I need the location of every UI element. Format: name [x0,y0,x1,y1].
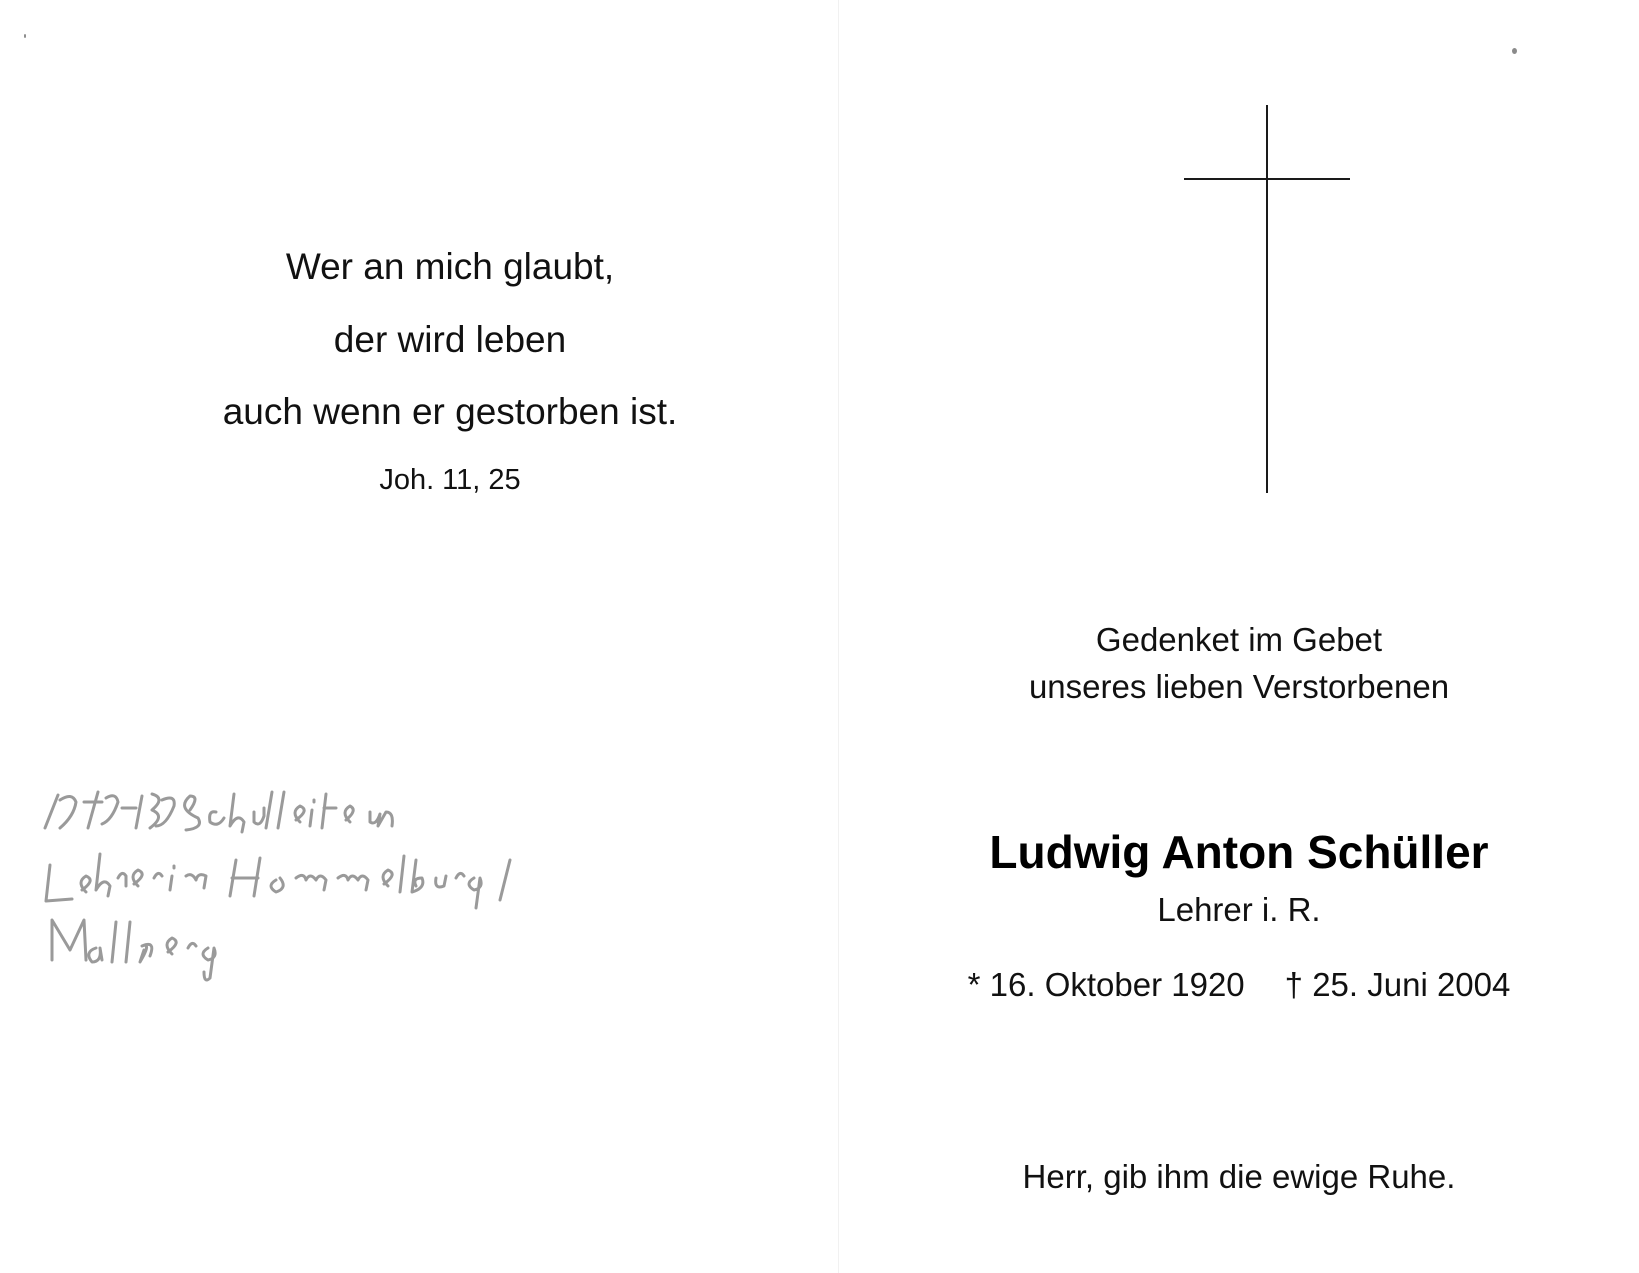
handwriting-stroke [52,920,215,980]
right-panel [839,0,1639,1273]
scan-speck [1512,48,1517,54]
scan-speck [24,34,26,38]
verse-line-2: der wird leben [333,319,567,360]
life-dates [839,965,1639,1005]
cross-icon [1184,105,1354,495]
prayer-line-1: Gedenket im Gebet [1095,621,1383,658]
cross-vertical-bar [1266,105,1268,493]
cross-horizontal-bar [1184,178,1350,180]
verse-reference: Joh. 11, 25 [379,464,521,496]
verse-line-1: Wer an mich glaubt, [285,246,615,287]
death-date: † 25. Juni 2004 [1284,966,1511,1003]
handwriting-stroke [46,854,510,908]
deceased-name: Ludwig Anton Schüller [989,826,1489,878]
closing-prayer: Herr, gib ihm die ewige Ruhe. [1022,1158,1456,1195]
handwritten-note-svg [40,790,830,1030]
handwriting-stroke [185,792,393,832]
handwriting-stroke [45,792,174,828]
verse-line-3: auch wenn er gestorben ist. [222,391,678,432]
handwritten-note [40,790,830,1030]
prayer-line-2: unseres lieben Verstorbenen [1028,668,1450,705]
birth-date: * 16. Oktober 1920 [967,966,1245,1003]
deceased-title: Lehrer i. R. [1157,891,1321,928]
